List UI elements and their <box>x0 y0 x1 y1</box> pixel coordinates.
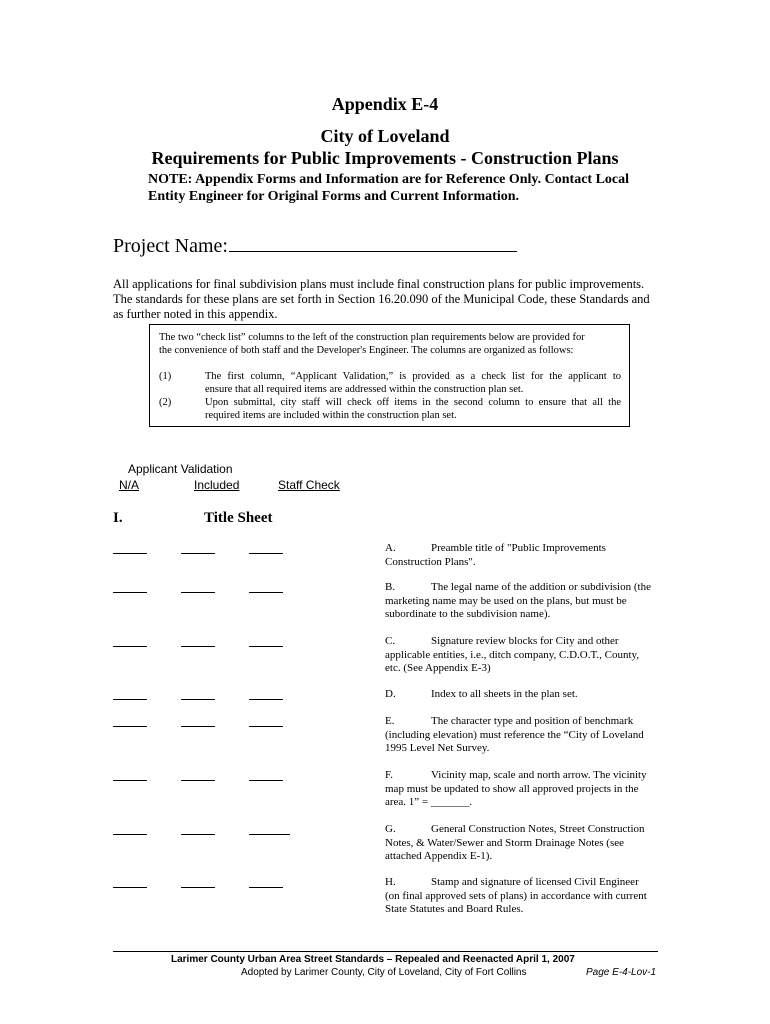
requirement-letter: C. <box>385 635 396 647</box>
requirement-line <box>385 769 667 783</box>
included-blank[interactable] <box>181 646 215 647</box>
na-blank[interactable] <box>113 699 147 700</box>
requirement-text: Stamp and signature of licensed Civil Engineer <box>431 876 639 888</box>
section-title: Title Sheet <box>204 510 273 526</box>
box-line-1: The two “check list” columns to the left of the construction plan requirements below are provided for <box>159 332 585 343</box>
box-item-1-line-2: ensure that all required items are addressed within the construction plan set. <box>205 384 524 395</box>
requirement-line: etc. (See Appendix E-3) <box>385 662 491 674</box>
requirement-line <box>385 542 667 556</box>
box-item-2-number: (2) <box>159 397 172 408</box>
box-item-1-line-1: The first column, “Applicant Validation,” is provided as a check list for the applicant to <box>205 371 621 382</box>
na-column-heading: N/A <box>119 478 140 492</box>
intro-line-2: The standards for these plans are set forth in Section 16.20.090 of the Municipal Code, these Standards and <box>113 292 650 306</box>
requirement-item <box>385 769 667 810</box>
requirement-text: General Construction Notes, Street Construction <box>431 823 645 835</box>
requirement-letter: B. <box>385 581 396 593</box>
included-blank[interactable] <box>181 887 215 888</box>
requirement-text: Preamble title of "Public Improvements <box>431 542 606 554</box>
requirement-line: State Statutes and Board Rules. <box>385 903 524 915</box>
requirement-letter: H. <box>385 876 396 888</box>
requirement-letter: E. <box>385 715 395 727</box>
requirement-letter: A. <box>385 542 396 554</box>
staff-check-blank[interactable] <box>249 887 283 888</box>
checklist-info-box <box>149 324 630 427</box>
na-blank[interactable] <box>113 646 147 647</box>
staff-check-blank[interactable] <box>249 780 283 781</box>
requirement-line <box>385 823 667 837</box>
applicant-validation-heading: Applicant Validation <box>128 462 233 476</box>
requirement-line: (including elevation) must reference the “City of Loveland <box>385 728 644 741</box>
requirement-text: Signature review blocks for City and other <box>431 635 619 647</box>
requirement-item <box>385 876 667 917</box>
included-blank[interactable] <box>181 780 215 781</box>
box-line-2: the convenience of both staff and the Developer's Engineer. The columns are organized as follows: <box>159 345 574 356</box>
na-blank[interactable] <box>113 887 147 888</box>
footer-line-1: Larimer County Urban Area Street Standards – Repealed and Reenacted April 1, 2007 <box>171 954 575 965</box>
na-blank[interactable] <box>113 726 147 727</box>
staff-check-blank[interactable] <box>249 699 283 700</box>
requirement-letter: D. <box>385 688 396 700</box>
staff-check-blank[interactable] <box>249 726 283 727</box>
requirement-line: subordinate to the subdivision name). <box>385 608 551 620</box>
city-heading: City of Loveland <box>320 126 450 146</box>
na-blank[interactable] <box>113 834 147 835</box>
staff-check-blank[interactable] <box>249 834 290 835</box>
requirement-line: applicable entities, i.e., ditch company, C.D.O.T., County, <box>385 648 640 661</box>
appendix-heading: Appendix E-4 <box>331 94 439 114</box>
page-title: Requirements for Public Improvements - Construction Plans <box>151 148 619 168</box>
included-blank[interactable] <box>181 699 215 700</box>
footer-page-number: Page E-4-Lov-1 <box>586 967 657 978</box>
requirement-line <box>385 635 667 649</box>
requirement-item <box>385 542 667 569</box>
requirement-line: area. 1” = _______. <box>385 796 473 808</box>
requirement-item <box>385 715 667 756</box>
requirement-line <box>385 688 667 702</box>
box-item-1-number: (1) <box>159 371 172 382</box>
section-number: I. <box>113 510 123 526</box>
requirement-text: The character type and position of benchmark <box>431 715 634 727</box>
requirement-item <box>385 635 667 676</box>
na-blank[interactable] <box>113 592 147 593</box>
requirement-item <box>385 823 667 864</box>
note-line-2: Entity Engineer for Original Forms and Current Information. <box>148 189 519 204</box>
staff-check-blank[interactable] <box>249 646 283 647</box>
project-name-field[interactable] <box>113 233 517 258</box>
requirement-line <box>385 876 667 890</box>
requirement-line: Construction Plans". <box>385 555 476 568</box>
na-blank[interactable] <box>113 780 147 781</box>
requirement-text: Index to all sheets in the plan set. <box>431 688 578 700</box>
intro-line-1: All applications for final subdivision plans must include final construction plans for public improvements. <box>113 277 645 291</box>
requirement-line: map must be updated to show all approved projects in the <box>385 782 639 795</box>
staff-check-column-heading: Staff Check <box>278 478 340 492</box>
requirement-line: (on final approved sets of plans) in accordance with current <box>385 889 647 902</box>
included-blank[interactable] <box>181 553 215 554</box>
requirement-line <box>385 715 667 729</box>
footer-rule <box>113 951 658 952</box>
requirement-line: Notes, & Water/Sewer and Storm Drainage Notes (see <box>385 836 625 849</box>
project-name-label: Project Name: <box>113 235 228 257</box>
requirement-line: attached Appendix E-1). <box>385 850 493 862</box>
requirement-item <box>385 688 667 702</box>
requirement-line: 1995 Level Net Survey. <box>385 742 490 754</box>
requirement-line <box>385 581 667 595</box>
staff-check-blank[interactable] <box>249 553 283 554</box>
requirement-item <box>385 581 667 622</box>
intro-line-3: as further noted in this appendix. <box>113 307 278 321</box>
requirement-line: marketing name may be used on the plans, but must be <box>385 594 627 607</box>
requirement-letter: G. <box>385 823 396 835</box>
footer-line-2: Adopted by Larimer County, City of Loveland, City of Fort Collins <box>241 967 527 978</box>
included-column-heading: Included <box>194 478 240 492</box>
included-blank[interactable] <box>181 726 215 727</box>
requirement-text: Vicinity map, scale and north arrow. The vicinity <box>431 769 647 781</box>
staff-check-blank[interactable] <box>249 592 283 593</box>
requirement-letter: F. <box>385 769 393 781</box>
included-blank[interactable] <box>181 592 215 593</box>
included-blank[interactable] <box>181 834 215 835</box>
project-name-blank[interactable] <box>229 233 517 252</box>
na-blank[interactable] <box>113 553 147 554</box>
box-item-2-line-1: Upon submittal, city staff will check off items in the second column to ensure that all the <box>205 397 621 408</box>
requirement-text: The legal name of the addition or subdivision (the <box>431 581 651 593</box>
note-line-1: NOTE: Appendix Forms and Information are for Reference Only. Contact Local <box>148 172 630 187</box>
box-item-2-line-2: required items are included within the construction plan set. <box>205 410 457 421</box>
